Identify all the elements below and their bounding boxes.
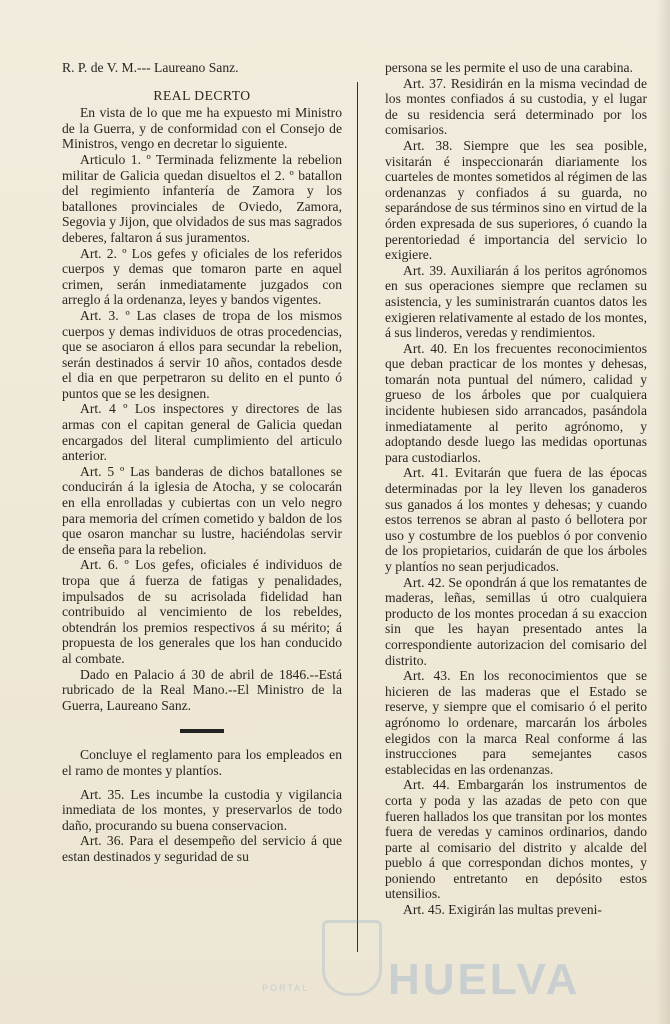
right-column [385, 60, 647, 918]
article-43: Art. 43. En los reconocimientos que se hicieren de las maderas que el Estado se reserve, y siempre que el comisario ó el perito agrónomo lo ordenare, marcarán los árboles elegidos con la marca Real conforme á las instrucciones para semejantes casos establecidas en las ordenanzas. [385, 668, 647, 777]
article-38: Art. 38. Siempre que les sea posible, visitarán é inspeccionarán diariamente los cuarteles de montes sometidos al régimen de las ordenanzas y confiados á su guarda, no separándose de sus términos sino en virtud de la órden expresada de sus superiores, ó cuando la perentoriedad é importancia del servicio lo exigiere. [385, 137, 647, 263]
article-6: Art. 6. º Los gefes, oficiales é individuos de tropa que á fuerza de fatigas y penalidades, impulsados de su acrisolada fidelidad han contribuido al vencimiento de los rebeldes, obtendrán los premios respectivos á su mérito; á propuesta de los generales que los han conducido al combate. [62, 557, 342, 666]
watermark-shield-icon [322, 920, 382, 996]
article-37: Art. 37. Residirán en la misma vecindad de los montes confiados á su custodia, y el lugar de su residencia será determinado por los comisarios. [385, 75, 647, 138]
left-column [62, 60, 342, 865]
article-45: Art. 45. Exigirán las multas preveni- [403, 902, 602, 918]
article-2: Art. 2. º Los gefes y oficiales de los referidos cuerpos y demas que tomaron parte en aquel crimen, serán inmediatamente juzgados con arreglo á la ordenanza, leyes y bandos vigentes. [62, 245, 342, 308]
decree-heading: REAL DECRTO [153, 87, 251, 103]
paragraph: En vista de lo que me ha expuesto mi Ministro de la Guerra, y de conformidad con el Consejo de Ministros, vengo en decretar lo siguiente. [62, 105, 342, 152]
article-35: Art. 35. Les incumbe la custodia y vigilancia inmediata de los montes, y preservarlos de todo daño, procurando su buena conservacion. [62, 786, 342, 833]
article-5: Art. 5 º Las banderas de dichos batallones se conducirán á la iglesia de Atocha, y se colocarán en ella enrolladas y cubiertas con un velo negro para memoria del crímen cometido y baldon de los que osaron manchar su lustre, haciéndolas servir de enseña para la rebelion. [62, 463, 342, 557]
column-divider [357, 82, 358, 952]
watermark-logo: HUELVA [388, 955, 581, 1004]
article-3: Art. 3. º Las clases de tropa de los mismos cuerpos y demas individuos de otras procedencias, que se asociaron á ellos para secundar la rebelion, serán destinados á servir 10 años, contados desde el dia en que perpetraron su delito en el punto ó puntos que se les designen. [62, 307, 342, 401]
watermark-subtext: PORTAL [262, 983, 310, 993]
article-1: Articulo 1. º Terminada felizmente la rebelion militar de Galicia quedan disueltos el 2. º batallon del regimiento infantería de Zamora y los batallones provinciales de Oviedo, Zamora, Segovia y Jijon, que olvidados de sus mas sagrados deberes, faltaron á sus juramentos. [62, 151, 342, 245]
article-36: Art. 36. Para el desempeño del servicio á que estan destinados y seguridad de su [62, 833, 342, 864]
article-4: Art. 4 º Los inspectores y directores de las armas con el capitan general de Galicia quedan encargados del literal cumplimiento del articulo anterior. [62, 401, 342, 464]
page-edge-shadow [656, 0, 670, 1024]
article-39: Art. 39. Auxiliarán á los peritos agrónomos en sus operaciones siempre que reclamen su asistencia, y les suministrarán cuantos datos les exigieren relativamente al estado de los montes, á sus linderos, veredas y rendimientos. [385, 262, 647, 341]
article-41: Art. 41. Evitarán que fuera de las épocas determinadas por la ley lleven los ganaderos sus ganados á los montes y dehesas; y cuando estos terrenos se abran al pasto ó bellotera por uso y costumbre de los pueblos ó por convenio de los propietarios, cuidarán de que los árboles y plantíos no sean perjudicados. [385, 465, 647, 574]
article-40: Art. 40. En los frecuentes reconocimientos que deban practicar de los montes y dehesas, tomarán nota puntual del número, calidad y grueso de los árboles que por cualquiera incidente hubiesen sido arrancados, pasándola inmediatamente al perito agrónomo, y adoptando desde luego las medidas oportunas para custodiarlos. [385, 340, 647, 465]
article-42: Art. 42. Se opondrán á que los rematantes de maderas, leñas, semillas ú otro cualquiera producto de los montes procedan á su exaccion sin que les hayan presentado antes la correspondiente autorizacion del comisario del distrito. [385, 574, 647, 668]
section-separator [180, 729, 224, 733]
article-44: Art. 44. Embargarán los instrumentos de corta y poda y las azadas de peto con que fueren hallados los que transitan por los montes fuera de veredas y caminos ordinarios, dando parte al comisario del distrito y alcalde del pueblo á que correspondan dichos montes, y poniendo entretanto en depósito estos utensilios. [385, 777, 647, 902]
signature-line: R. P. de V. M.--- Laureano Sanz. [62, 60, 239, 75]
dated-in-palace: Dado en Palacio á 30 de abril de 1846.--Está rubricado de la Real Mano.--El Ministro de la Guerra, Laureano Sanz. [62, 666, 342, 713]
regulation-title: Concluye el reglamento para los empleados en el ramo de montes y plantíos. [62, 747, 342, 778]
paragraph-continuation: persona se les permite el uso de una carabina. [385, 60, 633, 75]
